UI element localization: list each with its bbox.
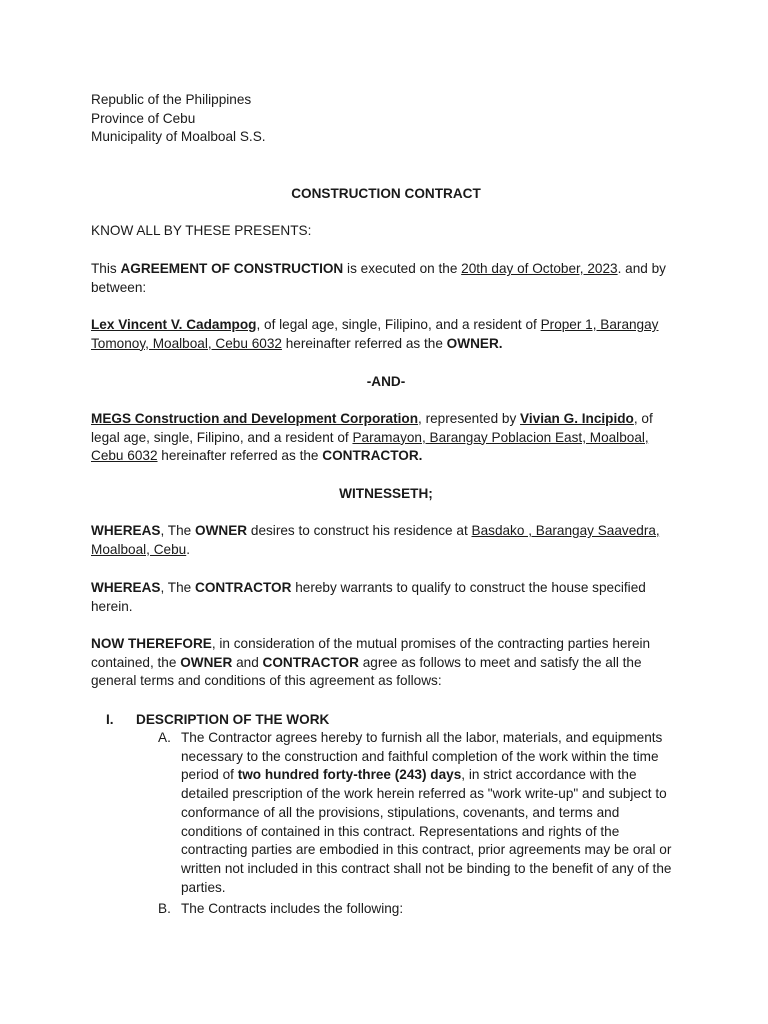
contractor-address: Paramayon, Barangay Poblacion East, Moalboal, Cebu 6032 (91, 429, 649, 464)
header-province: Province of Cebu (91, 110, 196, 126)
section-title: DESCRIPTION OF THE WORK (136, 712, 330, 727)
execution-date: 20th day of October, 2023 (461, 261, 618, 276)
jurisdiction-header (91, 91, 681, 147)
now-therefore-paragraph: NOW THEREFORE, in consideration of the mutual promises of the contracting parties herein contained, the OWNER and CONTRACTOR agree as follows to meet and satisfy the all the general terms and conditions of this agreement as follows: (91, 636, 651, 689)
and-separator: -AND- (366, 374, 406, 389)
item-a-text: The Contractor agrees hereby to furnish all the labor, materials, and equipments necessary to the construction and faithful completion of the work within the time period of two hundred forty-three (243) days, in strict accordance with the detailed prescription of the work herein referred as "work write-up" and subject to conformance of all the provisions, stipulations, covenants, and terms and conditions of contained in this contract. Representations and rights of the contracting parties are embodied in this contract, prior agreements may be oral or written not included in this contract shall not be binding to the benefit of any of the parties. (181, 730, 672, 895)
know-all-line: KNOW ALL BY THESE PRESENTS: (91, 223, 312, 238)
whereas-owner-paragraph: WHEREAS, The OWNER desires to construct his residence at Basdako , Barangay Saavedra, Moalboal, Cebu. (91, 523, 660, 557)
contractor-representative: Vivian G. Incipido (520, 411, 634, 426)
owner-role: OWNER. (446, 335, 503, 351)
header-country: Republic of the Philippines (91, 92, 252, 107)
intro-paragraph: This AGREEMENT OF CONSTRUCTION is executed on the 20th day of October, 2023. and by between: (91, 261, 666, 295)
contractor-role: CONTRACTOR. (322, 448, 423, 464)
owner-paragraph: Lex Vincent V. Cadampog, of legal age, single, Filipino, and a resident of Proper 1, Barangay Tomonoy, Moalboal, Cebu 6032 hereinafter referred as the OWNER. (91, 317, 659, 351)
witnesseth-heading: WITNESSETH; (339, 486, 433, 501)
contractor-company: MEGS Construction and Development Corporation (91, 411, 419, 426)
item-letter-b: B. (158, 901, 171, 916)
whereas-contractor-paragraph: WHEREAS, The CONTRACTOR hereby warrants to qualify to construct the house specified herein. (91, 580, 646, 614)
contract-duration: two hundred forty-three (243) days (237, 767, 462, 783)
contractor-paragraph: MEGS Construction and Development Corporation, represented by Vivian G. Incipido, of legal age, single, Filipino, and a resident of Paramayon, Barangay Poblacion East, Moalboal, Cebu 6032 hereinafter referred as the CONTRACTOR. (91, 411, 653, 464)
owner-address: Proper 1, Barangay Tomonoy, Moalboal, Cebu 6032 (91, 317, 659, 351)
header-municipality: Municipality of Moalboal S.S. (91, 129, 266, 145)
section-number: I. (106, 712, 114, 727)
owner-name: Lex Vincent V. Cadampog (91, 317, 257, 332)
residence-address: Basdako , Barangay Saavedra, Moalboal, Cebu (91, 523, 660, 557)
item-b-text: The Contracts includes the following: (181, 901, 404, 916)
document-title: CONSTRUCTION CONTRACT (291, 186, 481, 201)
item-letter-a: A. (158, 730, 171, 745)
